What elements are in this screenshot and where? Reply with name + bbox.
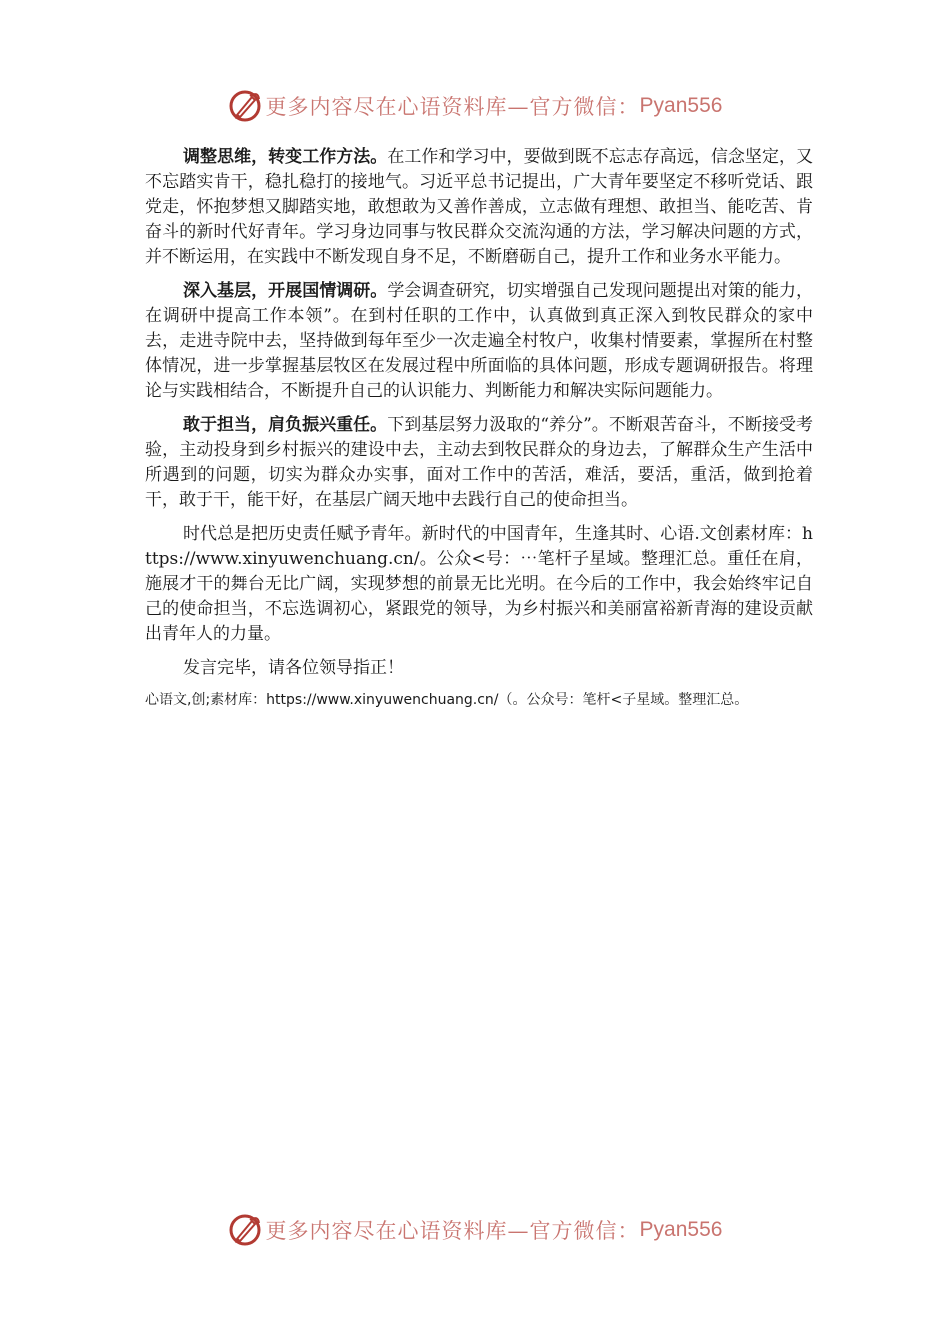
paragraph-3-heading: 敢于担当，肩负振兴重任。 bbox=[183, 415, 388, 435]
pen-logo-icon bbox=[228, 89, 262, 123]
banner-text: 更多内容尽在心语资料库—官方微信： bbox=[265, 1219, 640, 1243]
paragraph-3 bbox=[145, 413, 813, 513]
paragraph-2-heading: 深入基层，开展国情调研。 bbox=[183, 281, 388, 301]
paragraph-4 bbox=[145, 522, 813, 647]
banner-wechat-id: Pyan556 bbox=[639, 94, 723, 117]
paragraph-2 bbox=[145, 279, 813, 404]
banner-wechat-id: Pyan556 bbox=[639, 1218, 723, 1241]
header-banner bbox=[0, 84, 950, 128]
document-body bbox=[145, 145, 813, 710]
footnote-line: 心语文,创;素材库：https://www.xinyuwenchuang.cn/（。公众号：笔杆<子星域。整理汇总。 bbox=[145, 692, 749, 708]
closing-line: 发言完毕，请各位领导指正！ bbox=[183, 658, 404, 678]
footer-banner bbox=[0, 1208, 950, 1252]
pen-logo-icon bbox=[228, 1213, 262, 1247]
paragraph-4-text: 时代总是把历史责任赋予青年。新时代的中国青年，生逢其时、心语.文创素材库：https://www.xinyuwenchuang.cn/。公众<号：⋯笔杆子星域。整理汇总。重任在肩，施展才干的舞台无比广阔，实现梦想的前景无比光明。在今后的工作中，我会始终牢记自己的使命担当，不忘选调初心，紧跟党的领导，为乡村振兴和美丽富裕新青海的建设贡献出青年人的力量。 bbox=[145, 524, 813, 644]
paragraph-2-text: 学会调查研究，切实增强自己发现问题提出对策的能力，在调研中提高工作本领”。在到村任职的工作中，认真做到真正深入到牧民群众的家中去，走进寺院中去，坚持做到每年至少一次走遍全村牧户，收集村情要素，掌握所在村整体情况，进一步掌握基层牧区在发展过程中所面临的具体问题，形成专题调研报告。将理论与实践相结合，不断提升自己的认识能力、判断能力和解决实际问题能力。 bbox=[145, 281, 814, 401]
paragraph-1 bbox=[145, 145, 813, 270]
paragraph-1-heading: 调整思维，转变工作方法。 bbox=[183, 147, 388, 167]
banner-text: 更多内容尽在心语资料库—官方微信： bbox=[265, 95, 640, 119]
paragraph-1-text: 在工作和学习中，要做到既不忘志存高远，信念坚定，又不忘踏实肯干，稳扎稳打的接地气。习近平总书记提出，广大青年要坚定不移听党话、跟党走，怀抱梦想又脚踏实地，敢想敢为又善作善成，立志做有理想、敢担当、能吃苦、肯奋斗的新时代好青年。学习身边同事与牧民群众交流沟通的方法，学习解决问题的方式，并不断运用，在实践中不断发现自身不足，不断磨砺自己，提升工作和业务水平能力。 bbox=[145, 147, 814, 267]
paragraph-3-text: 下到基层努力汲取的“养分”。不断艰苦奋斗，不断接受考验，主动投身到乡村振兴的建设中去，主动去到牧民群众的身边去，了解群众生产生活中所遇到的问题，切实为群众办实事，面对工作中的苦活，难活，要活，重活，做到抢着干，敢于干，能干好，在基层广阔天地中去践行自己的使命担当。 bbox=[145, 415, 813, 510]
